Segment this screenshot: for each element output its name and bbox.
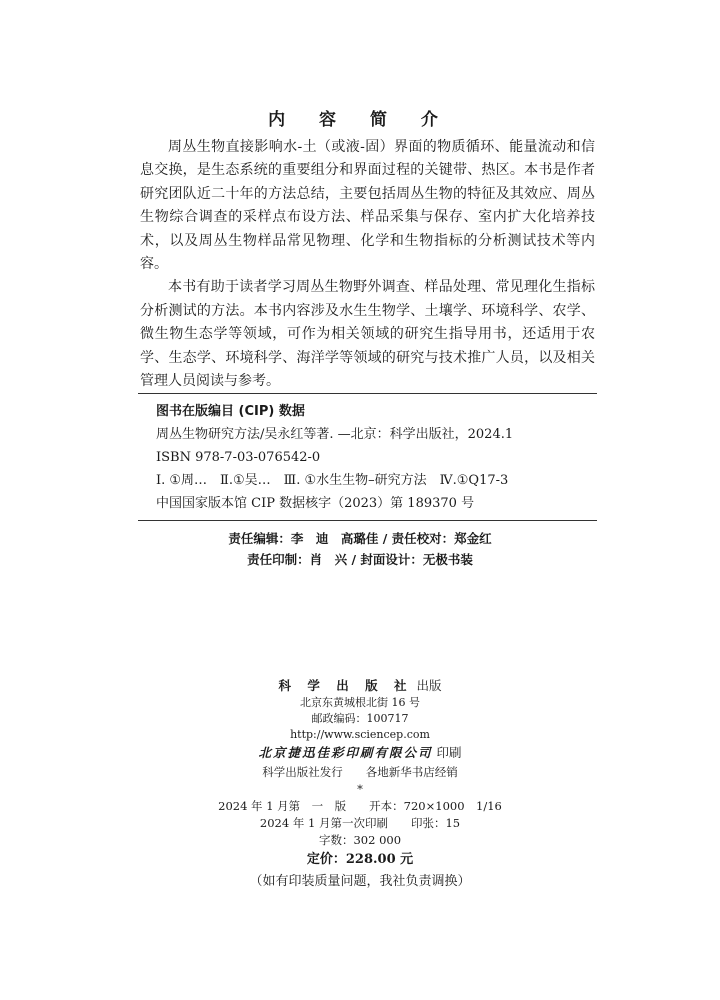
cip-classification: Ⅰ. ①周… Ⅱ.①吴… Ⅲ. ①水生生物–研究方法 Ⅳ.①Q17-3 bbox=[156, 473, 509, 488]
credits-line-2: 责任印制：肖 兴 / 封面设计：无极书装 bbox=[247, 552, 473, 567]
publisher-suffix: 出版 bbox=[416, 678, 442, 693]
price: 定价：228.00 元 bbox=[306, 852, 414, 867]
publisher-website: http://www.sciencep.com bbox=[290, 728, 430, 741]
edition-line: 2024 年 1 月第 一 版 开本：720×1000 1/16 bbox=[218, 799, 502, 813]
cip-block bbox=[138, 393, 597, 521]
printer-suffix: 印刷 bbox=[436, 745, 462, 760]
cip-record-number: 中国国家版本馆 CIP 数据核字（2023）第 189370 号 bbox=[156, 496, 475, 511]
cip-isbn: ISBN 978-7-03-076542-0 bbox=[156, 450, 321, 465]
cip-heading: 图书在版编目 (CIP) 数据 bbox=[156, 404, 305, 419]
publication-info bbox=[0, 676, 720, 893]
cip-title-line: 周丛生物研究方法/吴永红等著. —北京：科学出版社，2024.1 bbox=[156, 427, 514, 442]
printing-line: 2024 年 1 月第一次印刷 印张：15 bbox=[259, 816, 461, 830]
publisher-name: 科 学 出 版 社 bbox=[278, 678, 413, 693]
quality-note: （如有印装质量问题，我社负责调换） bbox=[249, 874, 471, 889]
summary-text bbox=[140, 136, 595, 393]
separator-star: * bbox=[357, 782, 363, 796]
printer-line bbox=[0, 743, 720, 762]
credits-line-1: 责任编辑：李 迪 高璐佳 / 责任校对：郑金红 bbox=[228, 531, 492, 546]
word-count: 字数：302 000 bbox=[318, 833, 402, 847]
section-title: 内 容 简 介 bbox=[268, 110, 452, 130]
publisher-address: 北京东黄城根北街 16 号 bbox=[300, 696, 420, 709]
publisher-line bbox=[0, 676, 720, 695]
summary-paragraph-1: 周丛生物直接影响水-土（或液-固）界面的物质循环、能量流动和信息交换，是生态系统的重要组分和界面过程的关键带、热区。本书是作者研究团队近二十年的方法总结，主要包括周丛生物的特征及其效应、周丛生物综合调查的采样点布设方法、样品采集与保存、室内扩大化培养技术，以及周丛生物样品常见物理、化学和生物指标的分析测试技术等内容。 bbox=[140, 139, 595, 273]
editorial-credits bbox=[0, 528, 720, 570]
summary-paragraph-2: 本书有助于读者学习周丛生物野外调查、样品处理、常见理化生指标分析测试的方法。本书内容涉及水生生物学、土壤学、环境科学、农学、微生物生态学等领域，可作为相关领域的研究生指导用书，还适用于农学、生态学、环境科学、海洋学等领域的研究与技术推广人员，以及相关管理人员阅读与参考。 bbox=[140, 279, 595, 390]
distribution-line: 科学出版社发行 各地新华书店经销 bbox=[262, 765, 458, 779]
publisher-postcode: 邮政编码：100717 bbox=[311, 712, 409, 725]
printer-name: 北京捷迅佳彩印刷有限公司 bbox=[258, 745, 433, 760]
